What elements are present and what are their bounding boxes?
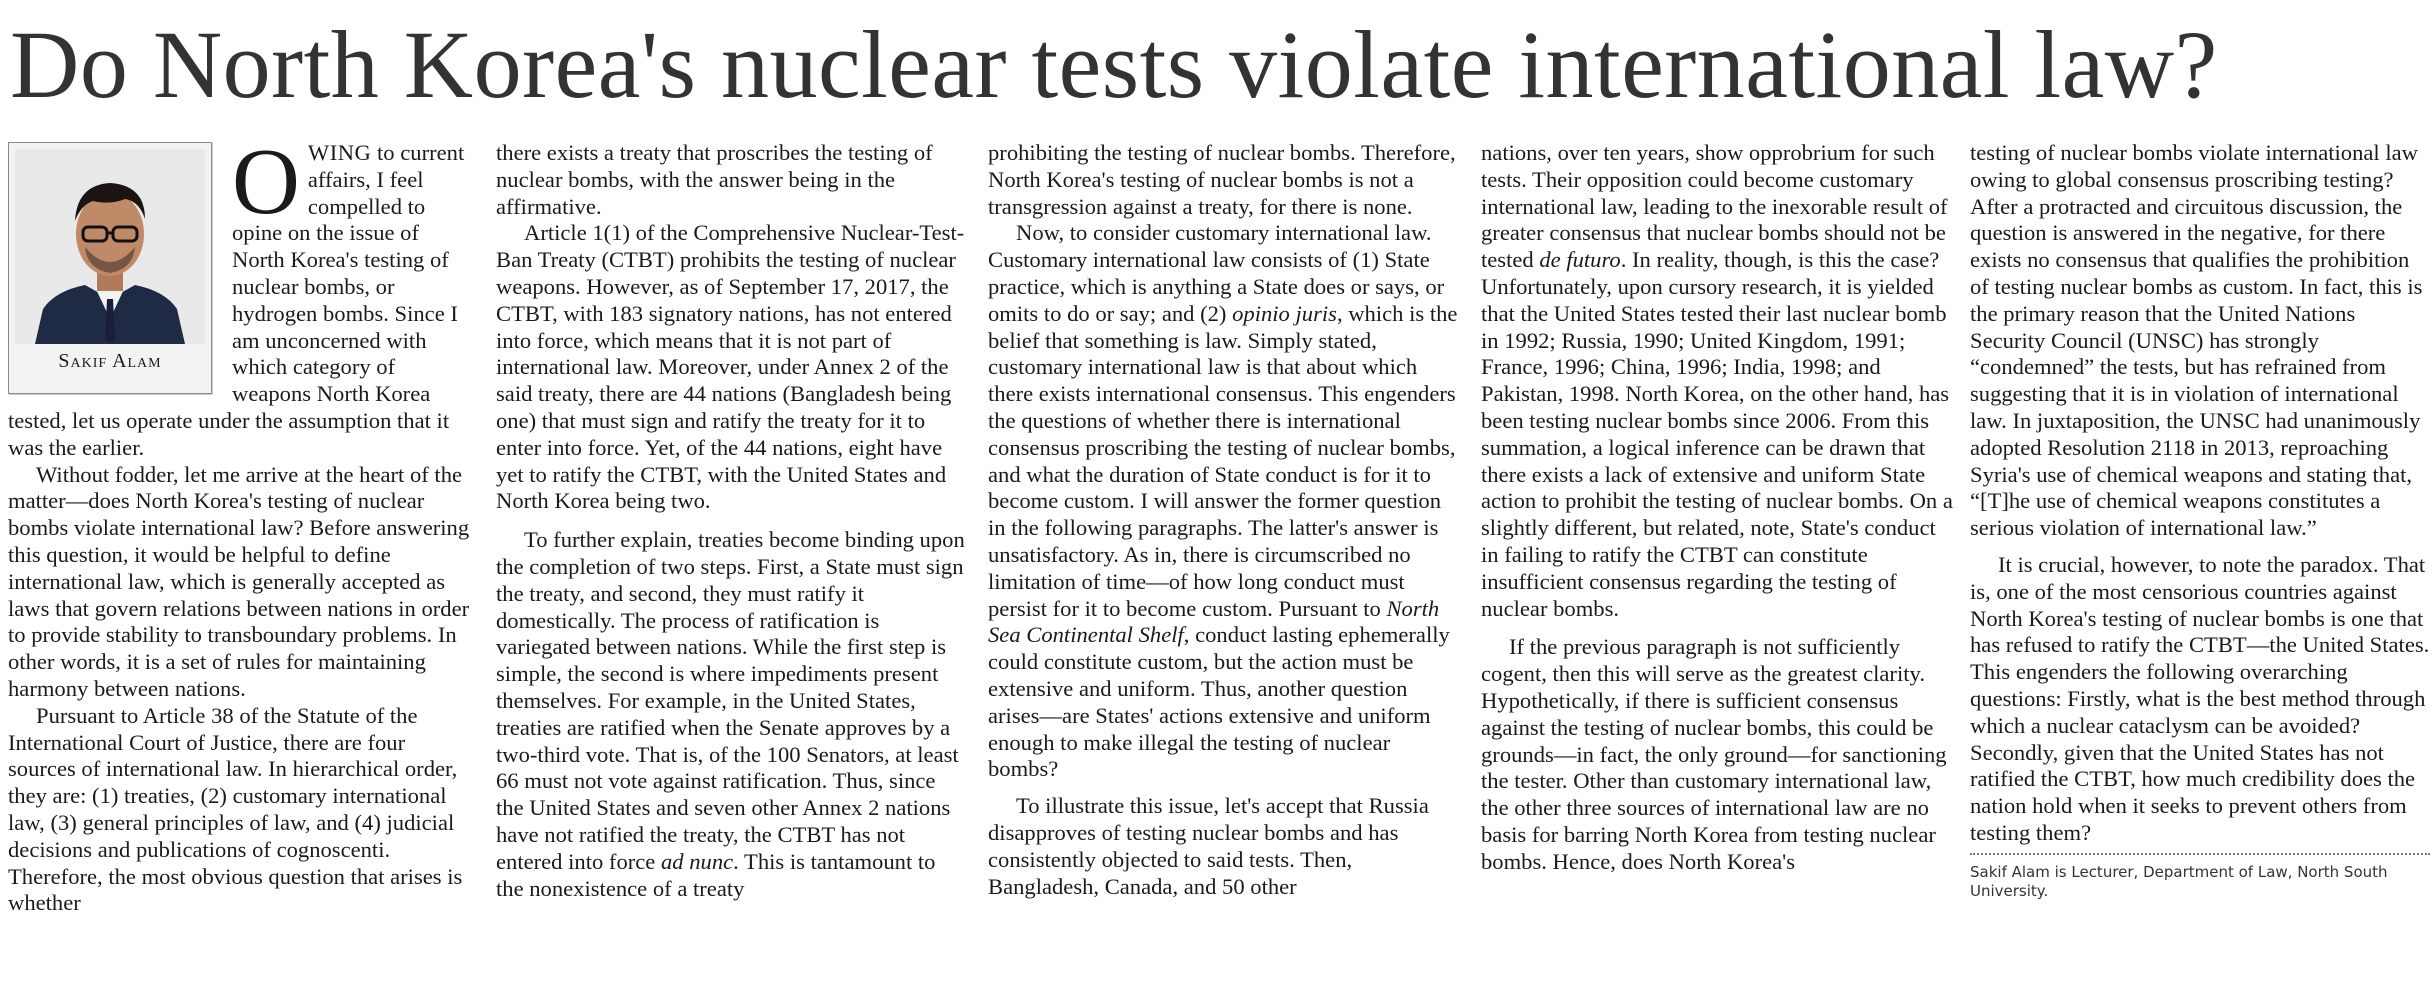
paragraph-5 [496,527,968,902]
paragraph-6-text-a: Now, to consider customary international law. Customary international law consists of (1) State practice, which is anything a State does or says, or omits to do or say; and (2) [988,220,1445,326]
paragraph-5-text-a: To further explain, treaties become binding upon the completion of two steps. First, a State must sign the treaty, and second, they must ratify it domestically. The process of ratification is variegated between nations. While the first step is simple, the second is where impediments present themselves. For example, in the United States, treaties are ratified when the Senate approves by a two-third vote. That is, of the 100 Senators, at least 66 must not vote against ratification. Thus, since the United States and seven other Annex 2 nations have not ratified the treaty, the CTBT has not entered into force [496,527,965,874]
author-box [8,142,212,394]
drop-cap: O [232,140,300,234]
paragraph-7-italic: de futuro [1539,247,1621,273]
paragraph-9: It is crucial, however, to note the paradox. That is, one of the most censorious countries against North Korea's testing of nuclear bombs is one that has refused to ratify the CTBT—the United States. This engenders the following overarching questions: Firstly, what is the best method through which a nuclear cataclysm can be avoided? Secondly, given that the United States has not ratified the CTBT, how much credibility does the nation hold when it seeks to prevent others from testing them? [1970,551,2430,845]
article-column-3 [988,140,1460,990]
paragraph-6-italic-2: North Sea Continental Shelf [988,595,1440,648]
article-column-5 [1970,140,2430,990]
paragraph-7-text-a: nations, over ten years, show opprobrium for such tests. Their opposition could become customary international law, leading to the inexorable result of greater consensus that nuclear bombs should not be tested [1481,140,1948,273]
article-column-4 [1481,140,1953,990]
paragraph-3-continued: there exists a treaty that proscribes the testing of nuclear bombs, with the answer being in the affirmative. [496,140,933,219]
paragraph-5-continued: prohibiting the testing of nuclear bombs. Therefore, North Korea's testing of nuclear bombs is not a transgression against a treaty, for there is none. [988,140,1456,219]
paragraph-5-italic: ad nunc [660,848,734,874]
paragraph-4: Article 1(1) of the Comprehensive Nuclear-Test-Ban Treaty (CTBT) prohibits the testing of nuclear weapons. However, as of September 17, 2017, the CTBT, with 183 signatory nations, has not entered into force, which means that it is not part of international law. Moreover, under Annex 2 of the said treaty, there are 44 nations (Bangladesh being one) that must sign and ratify the treaty for it to enter into force. Yet, of the 44 nations, eight have yet to ratify the CTBT, with the United States and North Korea being two. [496,220,965,514]
author-name: Sakif Alam [58,350,162,372]
article-column-1 [8,140,472,990]
paragraph-6 [988,220,1460,783]
article-column-2 [496,140,968,990]
lead-caps: WING [307,140,372,165]
paragraph-2: Without fodder, let me arrive at the heart of the matter—does North Korea's testing of nuclear bombs violate international law? Before answering this question, it would be helpful to define international law, which is generally accepted as laws that govern relations between nations in order to provide stability to transboundary problems. In other words, it is a set of rules for maintaining harmony between nations. [8,461,470,701]
paragraph-7: To illustrate this issue, let's accept that Russia disapproves of testing nuclear bombs and has consistently objected to said tests. Then, Bangladesh, Canada, and 50 other [988,793,1429,899]
paragraph-8: If the previous paragraph is not sufficiently cogent, then this will serve as the greatest clarity. Hypothetically, if there is sufficient consensus against the testing of nuclear bombs, this could be grounds—in fact, the only ground—for sanctioning the tester. Other than customary international law, the other three sources of international law are no basis for barring North Korea from testing nuclear bombs. Hence, does North Korea's [1481,634,1947,874]
author-bio: Sakif Alam is Lecturer, Department of Law, North South University. [1970,862,2388,900]
footer-divider [1970,853,2430,901]
paragraph-8-continued: testing of nuclear bombs violate international law owing to global consensus proscribing testing? After a protracted and circuitous discussion, the question is answered in the negative, for there exists no consensus that qualifies the prohibition of testing nuclear bombs as custom. In fact, this is the primary reason that the United Nations Security Council (UNSC) has strongly “condemned” the tests, but has refrained from suggesting that it is in violation of international law. In juxtaposition, the UNSC had unanimously adopted Resolution 2118 in 2013, reproaching Syria's use of chemical weapons and stating that, “[T]he use of chemical weapons constitutes a serious violation of international law.” [1970,140,2423,541]
paragraph-3: Pursuant to Article 38 of the Statute of the International Court of Justice, there are four sources of international law. In hierarchical order, they are: (1) treaties, (2) customary international law, (3) general principles of law, and (4) judicial decisions and publications of cognoscenti. Therefore, the most obvious question that arises is whether [8,702,463,916]
headline: Do North Korea's nuclear tests violate international law? [10,11,2218,118]
paragraph-7-text-b: . In reality, though, is this the case? Unfortunately, upon cursory research, it is yielded that the United States tested their last nuclear bomb in 1992; Russia, 1990; United Kingdom, 1991; France, 1996; China, 1996; India, 1998; and Pakistan, 1998. North Korea, on the other hand, has been testing nuclear bombs since 2006. From this summation, a logical inference can be drawn that there exists a lack of extensive and uniform State action to prohibit the testing of nuclear bombs. On a slightly different, but related, note, State's conduct in failing to ratify the CTBT can constitute insufficient consensus regarding the testing of nuclear bombs. [1481,247,1953,621]
paragraph-1-text: to current affairs, I feel compelled to opine on the issue of North Korea's testing of nuclear bombs, or hydrogen bombs. Since I am unconcerned with which category of weapons North Korea tested, let us operate under the assumption that it was the earlier. [8,140,465,460]
author-portrait-icon [15,149,205,344]
paragraph-6-italic: opinio juris [1232,300,1337,326]
paragraph-6-text-c: , conduct lasting ephemerally could constitute custom, but the action must be extensive and uniform. Thus, another question arises—are States' actions extensive and uniform enough to make illegal the testing of nuclear bombs? [988,622,1450,782]
paragraph-7-continued [1481,140,1953,622]
paragraph-5-text-b: . This is tantamount to the nonexistence of a treaty [496,848,936,901]
paragraph-6-text-b: , which is the belief that something is law. Simply stated, customary international law is that about which there exists international consensus. This engenders the questions of whether there is international consensus proscribing the testing of nuclear bombs, and what the duration of State conduct is for it to become custom. I will answer the former question in the following paragraphs. The latter's answer is unsatisfactory. As in, there is circumscribed no limitation of time—of how long conduct must persist for it to become custom. Pursuant to [988,300,1458,621]
